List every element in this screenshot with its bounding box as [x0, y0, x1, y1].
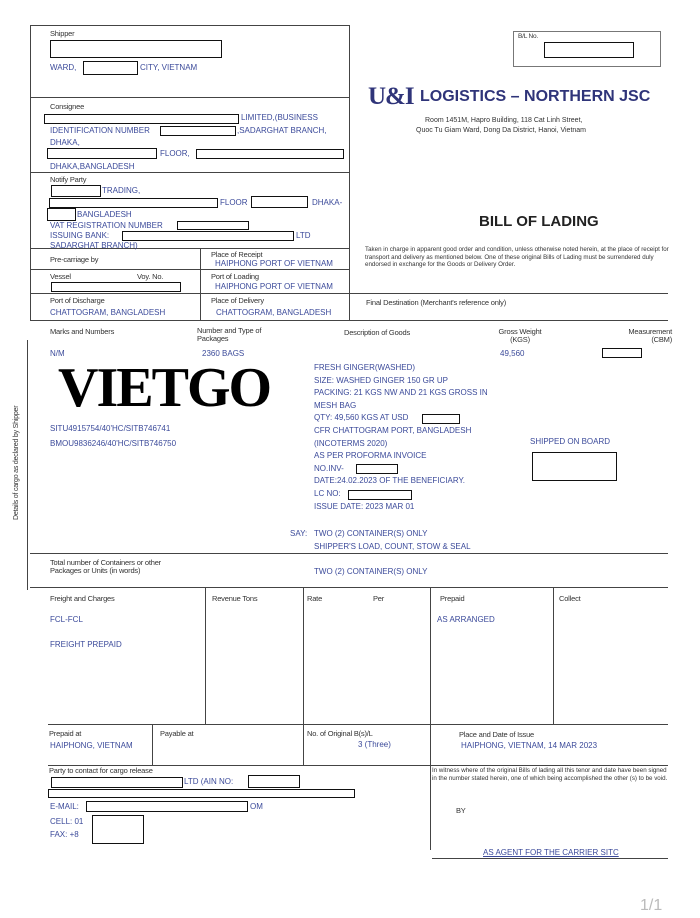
redaction — [86, 801, 248, 812]
originals-label: No. of Original B(s)/L — [307, 729, 373, 738]
shipper-ward: WARD, — [50, 63, 77, 72]
company-address: Room 1451M, Hapro Building, 118 Cat Linh Street, — [425, 117, 583, 124]
collect-label: Collect — [559, 594, 581, 603]
divider — [27, 340, 28, 590]
divider — [30, 269, 350, 270]
packages-value: 2360 BAGS — [202, 349, 245, 358]
freight-prepaid: FREIGHT PREPAID — [50, 640, 122, 649]
place-date-value: HAIPHONG, VIETNAM, 14 MAR 2023 — [461, 741, 598, 750]
consignee-line: DHAKA, — [50, 138, 80, 147]
originals-value: 3 (Three) — [358, 740, 391, 749]
contact-email: E-MAIL: — [50, 802, 79, 811]
divider — [30, 25, 350, 26]
document-title: BILL OF LADING — [479, 213, 599, 230]
desc-line: SIZE: WASHED GINGER 150 GR UP — [314, 375, 448, 385]
bl-number-label: B/L No. — [518, 33, 539, 40]
pre-carriage-label: Pre-carriage by — [50, 255, 99, 264]
consignee-label: Consignee — [50, 102, 85, 111]
redaction — [47, 148, 157, 159]
payable-at-label: Payable at — [160, 729, 194, 738]
contact-cell: CELL: 01 — [50, 817, 84, 826]
freight-label: Freight and Charges — [50, 594, 115, 603]
place-receipt: HAIPHONG PORT OF VIETNAM — [215, 259, 333, 268]
witness-text: In witness where of the original Bills of lading all this tenor and date have been signed in the number stated herein, one of which being accomplished the other (s) to be void. — [432, 767, 668, 782]
redaction — [122, 231, 294, 241]
notify-line: TRADING, — [102, 186, 141, 195]
desc-line: NO.INV- — [314, 463, 344, 473]
col-weight: Gross Weight (KGS) — [498, 327, 542, 344]
redaction — [248, 775, 300, 788]
page-counter: 1/1 — [640, 897, 663, 914]
vietgo-watermark: VIETGO — [58, 357, 271, 419]
container-number: SITU4915754/40'HC/SITB746741 — [50, 424, 171, 433]
cargo-side-label: Details of cargo as declared by Shipper — [13, 405, 20, 520]
redaction — [422, 414, 460, 424]
voyage-label: Voy. No. — [137, 272, 164, 281]
contact-email-end: OM — [250, 802, 263, 811]
company-logo: U&I — [368, 83, 414, 110]
notify-line: VAT REGISTRATION NUMBER — [50, 221, 163, 230]
agent-signature: AS AGENT FOR THE CARRIER SITC — [483, 848, 619, 857]
weight-value: 49,560 — [500, 349, 525, 358]
prepaid-at: HAIPHONG, VIETNAM — [50, 741, 133, 750]
shipper-load: SHIPPER'S LOAD, COUNT, STOW & SEAL — [314, 542, 471, 551]
divider — [303, 587, 304, 765]
desc-line: LC NO: — [314, 488, 341, 498]
divider — [30, 97, 350, 98]
notify-line: FLOOR — [220, 198, 248, 207]
consignee-line: ,SADARGHAT BRANCH, — [237, 126, 327, 135]
desc-line: MESH BAG — [314, 400, 357, 410]
col-packages: Number and Type of Packages — [197, 326, 262, 343]
consignee-line: DHAKA,BANGLADESH — [50, 162, 135, 171]
divider — [430, 587, 431, 850]
contact-line: LTD (AIN NO: — [184, 777, 234, 786]
col-marks: Marks and Numbers — [50, 327, 115, 336]
redaction — [51, 185, 101, 197]
col-measurement: Measurement (CBM) — [628, 327, 672, 344]
redaction — [51, 282, 181, 292]
place-delivery-label: Place of Delivery — [211, 296, 264, 305]
redaction — [49, 198, 218, 208]
redaction — [177, 221, 249, 230]
notify-line: LTD — [296, 231, 311, 240]
consignee-line: IDENTIFICATION NUMBER — [50, 126, 150, 135]
say-value: TWO (2) CONTAINER(S) ONLY — [314, 529, 428, 538]
notify-label: Notify Party — [50, 175, 87, 184]
bl-number-box — [513, 31, 661, 67]
per-label: Per — [373, 594, 385, 603]
redaction — [48, 789, 355, 798]
contact-fax: FAX: +8 — [50, 830, 79, 839]
divider — [30, 293, 668, 294]
divider — [553, 587, 554, 725]
as-arranged: AS ARRANGED — [437, 615, 495, 624]
shipper-label: Shipper — [50, 29, 75, 38]
port-discharge: CHATTOGRAM, BANGLADESH — [50, 308, 166, 317]
divider — [432, 858, 668, 859]
desc-line: FRESH GINGER(WASHED) — [314, 363, 416, 372]
divider — [30, 553, 668, 554]
vessel-label: Vessel — [50, 272, 71, 281]
say-label: SAY: — [290, 529, 308, 538]
redaction — [51, 777, 183, 788]
prepaid-at-label: Prepaid at — [49, 729, 82, 738]
redaction — [532, 452, 617, 481]
shipper-city: CITY, VIETNAM — [140, 63, 198, 72]
divider — [48, 724, 668, 725]
container-number: BMOU9836246/40'HC/SITB746750 — [50, 439, 177, 448]
divider — [30, 320, 668, 321]
desc-line: ISSUE DATE: 2023 MAR 01 — [314, 501, 415, 511]
prepaid-label: Prepaid — [440, 594, 465, 603]
redaction — [356, 464, 398, 474]
notify-line: ISSUING BANK: — [50, 231, 110, 240]
desc-line: (INCOTERMS 2020) — [314, 438, 388, 448]
port-discharge-label: Port of Discharge — [50, 296, 105, 305]
consignee-line: LIMITED,(BUSINESS — [241, 113, 318, 122]
contact-label: Party to contact for cargo release — [49, 766, 153, 775]
place-receipt-label: Place of Receipt — [211, 250, 263, 259]
shipped-on-board: SHIPPED ON BOARD — [530, 437, 611, 446]
total-label: Total number of Containers or other Packages or Units (in words) — [50, 558, 161, 575]
terms-text: Taken in charge in apparent good order and condition, unless otherwise noted herein, at the place of receipt for transport and delivery as mentioned below. One of these original Bills of Lading must be surrendered duly endorsed in exchange for the Goods or Delivery Order. — [365, 246, 669, 268]
desc-line: DATE:24.02.2023 OF THE BENEFICIARY. — [314, 476, 466, 486]
company-address: Quoc Tu Giam Ward, Dong Da District, Hanoi, Vietnam — [416, 127, 587, 134]
notify-line: SADARGHAT BRANCH) — [50, 241, 138, 250]
revenue-label: Revenue Tons — [212, 594, 258, 603]
by-label: BY — [456, 806, 466, 815]
desc-line: CFR CHATTOGRAM PORT, BANGLADESH — [314, 425, 472, 435]
notify-line: BANGLADESH — [77, 210, 132, 219]
consignee-line: FLOOR, — [160, 149, 190, 158]
redaction — [602, 348, 642, 358]
divider — [152, 724, 153, 765]
redaction — [196, 149, 344, 159]
desc-line: QTY: 49,560 KGS AT USD — [314, 413, 409, 423]
port-loading: HAIPHONG PORT OF VIETNAM — [215, 282, 333, 291]
redaction — [44, 114, 239, 124]
desc-line: AS PER PROFORMA INVOICE — [314, 451, 427, 461]
divider — [30, 587, 668, 588]
redaction — [47, 208, 76, 221]
company-name: LOGISTICS – NORTHERN JSC — [420, 88, 651, 105]
divider — [30, 172, 350, 173]
divider — [205, 587, 206, 725]
notify-line: DHAKA- — [312, 198, 343, 207]
redaction — [92, 815, 144, 844]
desc-line: PACKING: 21 KGS NW AND 21 KGS GROSS IN — [314, 388, 488, 398]
place-delivery: CHATTOGRAM, BANGLADESH — [216, 308, 332, 317]
redaction — [544, 42, 634, 58]
col-description: Description of Goods — [344, 328, 411, 337]
final-destination-label: Final Destination (Merchant's reference only) — [366, 298, 506, 307]
rate-label: Rate — [307, 594, 323, 603]
redaction — [83, 61, 138, 75]
divider — [200, 248, 201, 320]
marks-value: N/M — [50, 349, 65, 358]
redaction — [50, 40, 222, 58]
redaction — [160, 126, 236, 136]
place-date-label: Place and Date of Issue — [459, 730, 535, 739]
port-loading-label: Port of Loading — [211, 272, 259, 281]
redaction — [348, 490, 412, 500]
redaction — [251, 196, 308, 208]
total-value: TWO (2) CONTAINER(S) ONLY — [314, 567, 428, 576]
fcl-value: FCL-FCL — [50, 615, 83, 624]
